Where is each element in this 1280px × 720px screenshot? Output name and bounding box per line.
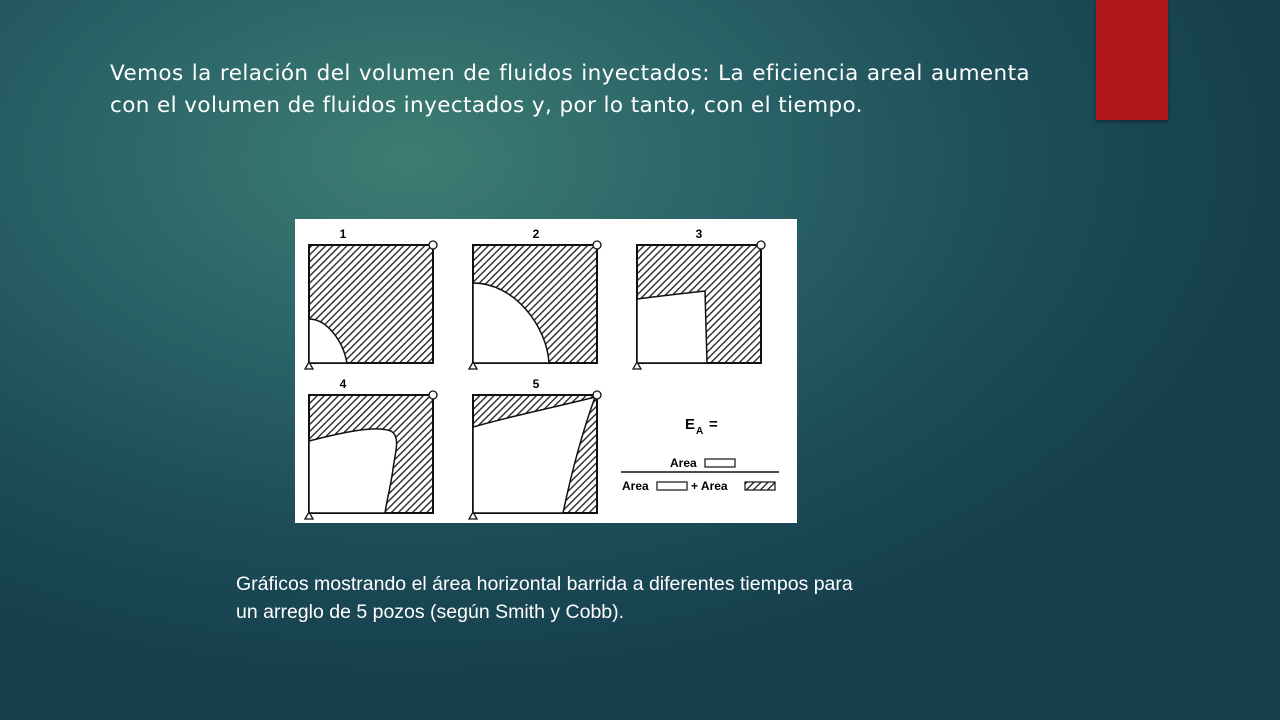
production-well-icon: [593, 391, 601, 399]
panel-label: 3: [695, 227, 703, 241]
panel-1: [305, 227, 437, 369]
panel-label: 5: [532, 377, 540, 391]
denominator-label-2: + Area: [691, 479, 728, 493]
panel-4: [305, 377, 437, 519]
panel-label: 2: [532, 227, 540, 241]
production-well-icon: [593, 241, 601, 249]
production-well-icon: [429, 391, 437, 399]
denominator-label-1: Area: [622, 479, 649, 493]
production-well-icon: [429, 241, 437, 249]
production-well-icon: [757, 241, 765, 249]
swept-area-swatch: [705, 459, 735, 467]
panel-label: 4: [339, 377, 347, 391]
caption-line-2: un arreglo de 5 pozos (según Smith y Cobb).: [236, 601, 625, 623]
formula-symbol: E: [685, 416, 696, 433]
formula-subscript: A: [696, 426, 704, 437]
figure-caption: [236, 570, 1016, 626]
sweep-efficiency-figure: [295, 219, 797, 523]
formula-equals: =: [709, 416, 718, 433]
panel-3: [633, 227, 765, 369]
panel-label: 1: [339, 227, 347, 241]
sweep-efficiency-formula: [621, 416, 779, 493]
unswept-area-swatch: [745, 482, 775, 490]
accent-bar: [1096, 0, 1168, 120]
caption-line-1: Gráficos mostrando el área horizontal barrida a diferentes tiempos para: [236, 573, 853, 595]
panel-5: [469, 377, 601, 519]
swept-area-swatch: [657, 482, 687, 490]
slide-heading: Vemos la relación del volumen de fluidos inyectados: La eficiencia areal aumenta con el volumen de fluidos inyectados y, por lo tanto, con el tiempo.: [110, 61, 1030, 118]
panel-2: [469, 227, 601, 369]
numerator-label: Area: [670, 456, 697, 470]
